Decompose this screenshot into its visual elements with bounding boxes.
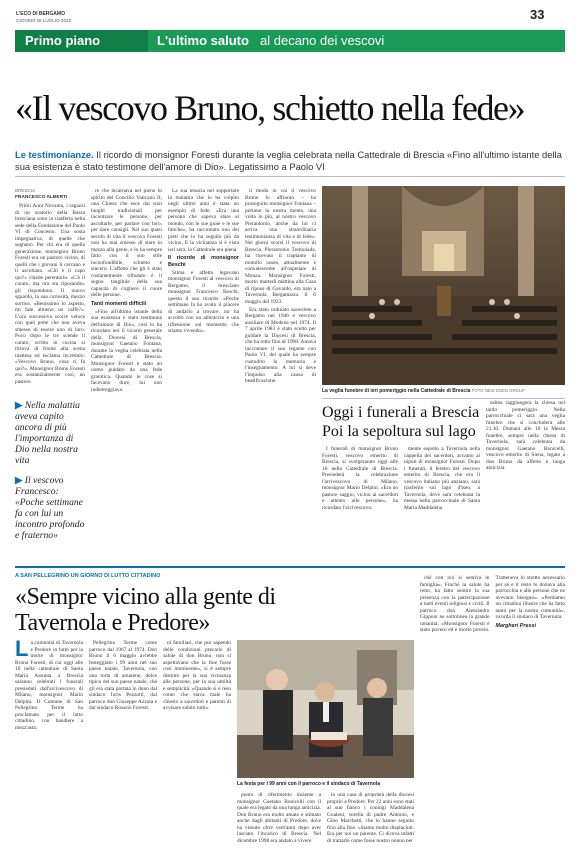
bottom-text1 <box>15 640 83 731</box>
section-banner <box>15 30 565 52</box>
bottom-text3: ni familiari, che pur sapendo delle condizioni precarie di salute di don Bruno, non si aspettavano che la fine fosse così imminente», si è sempre distinto per la sua vicinanza alle persone, per la sua umiltà e semplicità. «Quando si è reso conto che stava male ha chiesto a sacerdoti e parenti di avvisare subito tutti». <box>163 640 231 711</box>
arrow-icon: ▶ <box>15 475 23 486</box>
section-topic-bold: L'ultimo saluto <box>157 33 249 48</box>
bottom-kicker: A SAN PELLEGRINO UN GIORNO DI LUTTO CITTADINO <box>15 573 161 579</box>
page-number: 33 <box>530 7 545 22</box>
article1-text1: Primi Anni Novanta, i ragazzi di un oratorio della Bassa bresciana sono in trasferta nella sede della Fondazione del Paolo VI di Concesio. Una sosta impegnativa, di quelle che segnano. Per chi era di quella generazione, monsignor Bruno Foresti era un pastore vicino, di quelli che i giovani li cercano e li ascoltano. «Chi è il capo qui?» chiede perentorio. «C'è il curato, ma ora sta riposando» gli rispondono. Il nuovo sguardo, la sua curiosità, mezzo sorriso. «Benissimo lo aspetto, mi fate almeno un caffè?». L'ora successiva scorre veloce con quel prete che non aveva smesso di essere uno di loro. Poco dopo le tre scende il curato, scritto in cucina si ritrova di fronte alla scena inattesa ed esclama incredulo: «Vescovo Bruno, cosa ci fa qui?». Monsignor Bruno Foresti era sostanzialmente così, un pastore. <box>15 203 85 385</box>
arrow-icon: ▶ <box>15 400 23 411</box>
photo1-caption <box>322 388 565 394</box>
paper-name: L'ECO DI BERGAMO <box>16 11 65 17</box>
article1-text4: il modo in cui il vescovo Bruno lo affrontò – ha proseguito monsignor Fontana – portano la nostra mente, una volta in più, al nostro vescovo Pierantonio, anche da lui ci arriva una straordinaria testimonianza di vita e di fede». Nei giorni scorsi il vescovo di Brescia, Pierantonio Tremolada, ha ricevuto il trapianto di midollo osseo, attualmente è convalescente all'ospedale di Monza. Monsignor Foresti, morto martedì mattina alla Casa di riposo di Gavardo, era nato a Tavernola Bergamasca il 6 maggio del 1923. <box>245 188 316 305</box>
article1-col4 <box>245 188 316 560</box>
deck <box>15 149 565 173</box>
bottom-text2: Pellegrino Terme come parroco dal 1967 al 1974. Don Bruno il 6 maggio avrebbe festeggiato i 99 anni nel suo paese natale, Tavernola, con una torta di amarene, dolce tipico del suo paese natale, che gli era stata portata in dono dal sindaco Ioris Pezzotti, dal parroco don Giuseppe Azzola e dal sindaco Rosario Foresti. <box>89 640 157 711</box>
article1-text2: re che incarnava nel pieno lo spirito del Concilio Vaticano II, una Chiesa che esce dai suoi luoghi tradizionali per incontrare le persone, per ascoltarle, per parlare con loro, per dare consigli. Nel suo quasi secolo di vita il vescovo Foresti non ha mai smesso di stare in mezzo alla gente, e lo ha sempre fatto con il suo stile inconfondibile, schietto e sincero. L'affetto che gli è stato costantemente tributato è il segno tangibile della sua capacità di cogliere il cuore delle persone. <box>91 188 162 298</box>
section-topic-light: al decano dei vescovi <box>260 33 385 48</box>
bottom-text1-body: a comunità di Tavernola e Predore in lutto per la morte di monsignor Bruno Foresti, di cui oggi alle 16 nella cattedrale di Santa Maria Assunta a Brescia saranno celebrati i funerali presieduti dall'arcivescovo di Milano, monsignor Mario Delpini. Il Comune di San Pellegrino Terme ha proclamato per il lutto cittadino, con bandiere a mezz'asta. <box>15 640 83 731</box>
subhead-ricordo-beschi: Il ricordo di monsignor Beschi <box>168 255 239 268</box>
cathedral-photo <box>322 186 565 385</box>
section-label: Primo piano <box>25 33 101 48</box>
bottom-col3 <box>163 640 231 840</box>
article2-text3: salma raggiungerà la chiesa nel tardo pomeriggio. Nella parrocchiale ci sarà una veglia funebre che si concluderà alle 21.30. Domani alle 10 la Messa funebre, sempre nella chiesa di Tavernola, sarà celebrata da monsignor Gaetano Bonicelli, vescovo emerito di Siena, legato a don Bruno da affetto e lunga amicizia. <box>486 400 565 471</box>
bottom-photo-caption: La festa per i 99 anni con il parroco e il sindaco di Tavernola <box>237 781 381 787</box>
article2-text1: I funerali di monsignor Bruno Foresti, vescovo emerito di Brescia, si svolgeranno oggi alle 16 nella Cattedrale di Brescia. Presiederà la celebrazione l'arcivescovo di Milano, monsignor Mario Delpini. «Era un pastore saggio, vicino ai sacerdoti e attento alle persone», ha ricordato l'arcivescovo. <box>322 446 398 511</box>
article1-col3 <box>168 188 239 560</box>
bottom-col1 <box>15 640 83 840</box>
photo1-credit: FOTO NEW EDEN GROUP <box>471 388 525 393</box>
drop-cap: L <box>15 640 29 661</box>
pull-quote-1 <box>15 400 87 466</box>
bottom-col2 <box>89 640 157 840</box>
article2-headline-1: Oggi i funerali a Brescia <box>322 404 480 421</box>
article1-text5: Era stato ordinato sacerdote a Bergamo nel 1946 e vescovo ausiliare di Modena nel 1974. Il 7 aprile 1983 è stato scelto per guidare la Diocesi di Brescia, che ha retto fino al 1998. Amava raccontare il suo legame con Paolo VI, del quale ha sempre custodito la memoria e l'insegnamento. A lui si deve l'impulso alla causa di beatificazione. <box>245 306 316 384</box>
cathedral-scene <box>322 186 565 385</box>
article1-col1 <box>15 188 85 388</box>
quote-1-text: Nella malattia aveva capito ancora di più l'importanza di Dio nella nostra vita <box>15 400 80 466</box>
article1-col2 <box>91 188 162 560</box>
article2-col1 <box>322 446 398 560</box>
bottom-byline: Margheri Pressi <box>495 622 536 629</box>
bottom-text6: ché con noi si sentiva in famiglia». Finché la salute ha retto, ha fatto sentire la sua presenza con la partecipazione a tanti eventi religiosi e civili. Il parroco don Alessandro Gipponi ne sottolinea la grande umanità: «Monsignor Foresti è stato povero ed è morto povero. Tratteneva lo stretto necessario per sé e il resto lo donava alla parrocchia e alle persone che ne avevano bisogno». «Perdiamo un cittadino illustre che ha fatto tanto per la nostra comunità», ricorda il sindaco di Tavernola. <box>420 575 565 633</box>
photo1-caption-text: La veglia funebre di ieri pomeriggio nella Cattedrale di Brescia <box>322 388 471 394</box>
bottom-col4 <box>237 792 321 842</box>
article2-col2 <box>404 446 480 560</box>
byline: FRANCESCO ALBERTI <box>15 194 68 200</box>
dateline: BRESCIA <box>15 188 36 193</box>
birthday-photo <box>237 640 414 778</box>
article2-col3 <box>486 400 565 560</box>
article1-text2b: «Fino all'ultimo istante della sua esistenza è stato testimone dell'amore di Dio», così lo ha ricordato ieri il vicario generale della Diocesi di Brescia, monsignor Gaetano Fontana, durante la veglia celebrata nella Cattedrale di Brescia. Monsignor Foresti è stato un uomo guidato da una fede granitica. Quando le cose si facevano dure, lui non indietreggiava. <box>91 308 162 393</box>
pull-quote-2 <box>15 475 87 541</box>
deck-text: Il ricordo di monsignor Foresti durante la veglia celebrata nella Cattedrale di Brescia «Fino all'ultimo istante della sua esistenza è stato testimone dell'amore di Dio». Legatissimo a Paolo VI <box>15 149 562 172</box>
birthday-scene <box>237 640 414 778</box>
article2-headline-2: Poi la sepoltura sul lago <box>322 423 476 440</box>
divider <box>322 398 565 399</box>
bottom-col5 <box>327 792 414 842</box>
bottom-text4: punto di riferimento insieme a monsignor Gaetano Bonicelli con il quale era legato da una lunga amicizia. Don Bruno era molto amato e stimato anche dagli abitanti di Predore, dove ha vissuto oltre vent'anni dopo aver lasciato l'incarico di Brescia. Nel dicembre 1998 era andato a vivere <box>237 792 321 842</box>
article1-text3: La sua tenacia nel sopportare la malattia che lo ha colpito negli ultimi anni è stata un esempio di fede. «Era una persona che sapeva stare al mondo, con le sue gioie e le sue fatiche», ha raccontato uno dei preti che lo ha seguito più da vicino. E la vicinanza si è vista ieri sera, la Cattedrale era piena. <box>168 188 239 253</box>
divider <box>15 176 565 177</box>
bottom-col6 <box>420 575 565 839</box>
article2-text2: mente sepolto a Tavernola nella cappella dei sacerdoti, accanto ai nipoti di monsignor Foresti. Dopo i funerali, il feretro del vescovo emerito di Brescia, che era il vescovo italiano più anziano, sarà trasferito sul lago d'Iseo, a Tavernola, dove sarà celebrata la messa nella parrocchiale di Santa Maria Maddalena. <box>404 446 480 511</box>
article1-text3b: Stima e affetto legavano monsignor Foresti al vescovo di Bergamo, il bresciano monsignor Francesco Beschi, questo il suo ricordo: «Poche settimane fa ho avuto il piacere di andarlo a trovare, mi ha accolto con un abbraccio e una riflessione sul momento che stiamo vivendo». <box>168 269 239 334</box>
subhead-tanti-momenti: Tanti momenti difficili <box>91 300 147 307</box>
quote-2-text: Il vescovo Francesco: «Poche settimane fa con lui un incontro profondo e fraterno» <box>15 475 85 541</box>
deck-lead: Le testimonianze. <box>15 149 94 160</box>
section-divider <box>15 566 565 568</box>
bottom-text5: in una casa di proprietà della diocesi proprio a Predore. Per 22 anni sono stati al suo fianco i coniugi Maddalena Gualeni, sorella di padre Antonio, e Gino Marchetti, che lo hanno seguito fino alla fine. «Siamo molto dispiaciuti. Era per noi un parente. Ci diceva infatti di trattarlo come fosse nostro nonno per <box>327 792 414 842</box>
page-headline: «Il vescovo Bruno, schietto nella fede» <box>15 88 525 128</box>
issue-date: GIOVEDÌ 28 LUGLIO 2022 <box>16 18 72 23</box>
bottom-headline: «Sempre vicino alla gente di Tavernola e Predore» <box>15 584 276 636</box>
